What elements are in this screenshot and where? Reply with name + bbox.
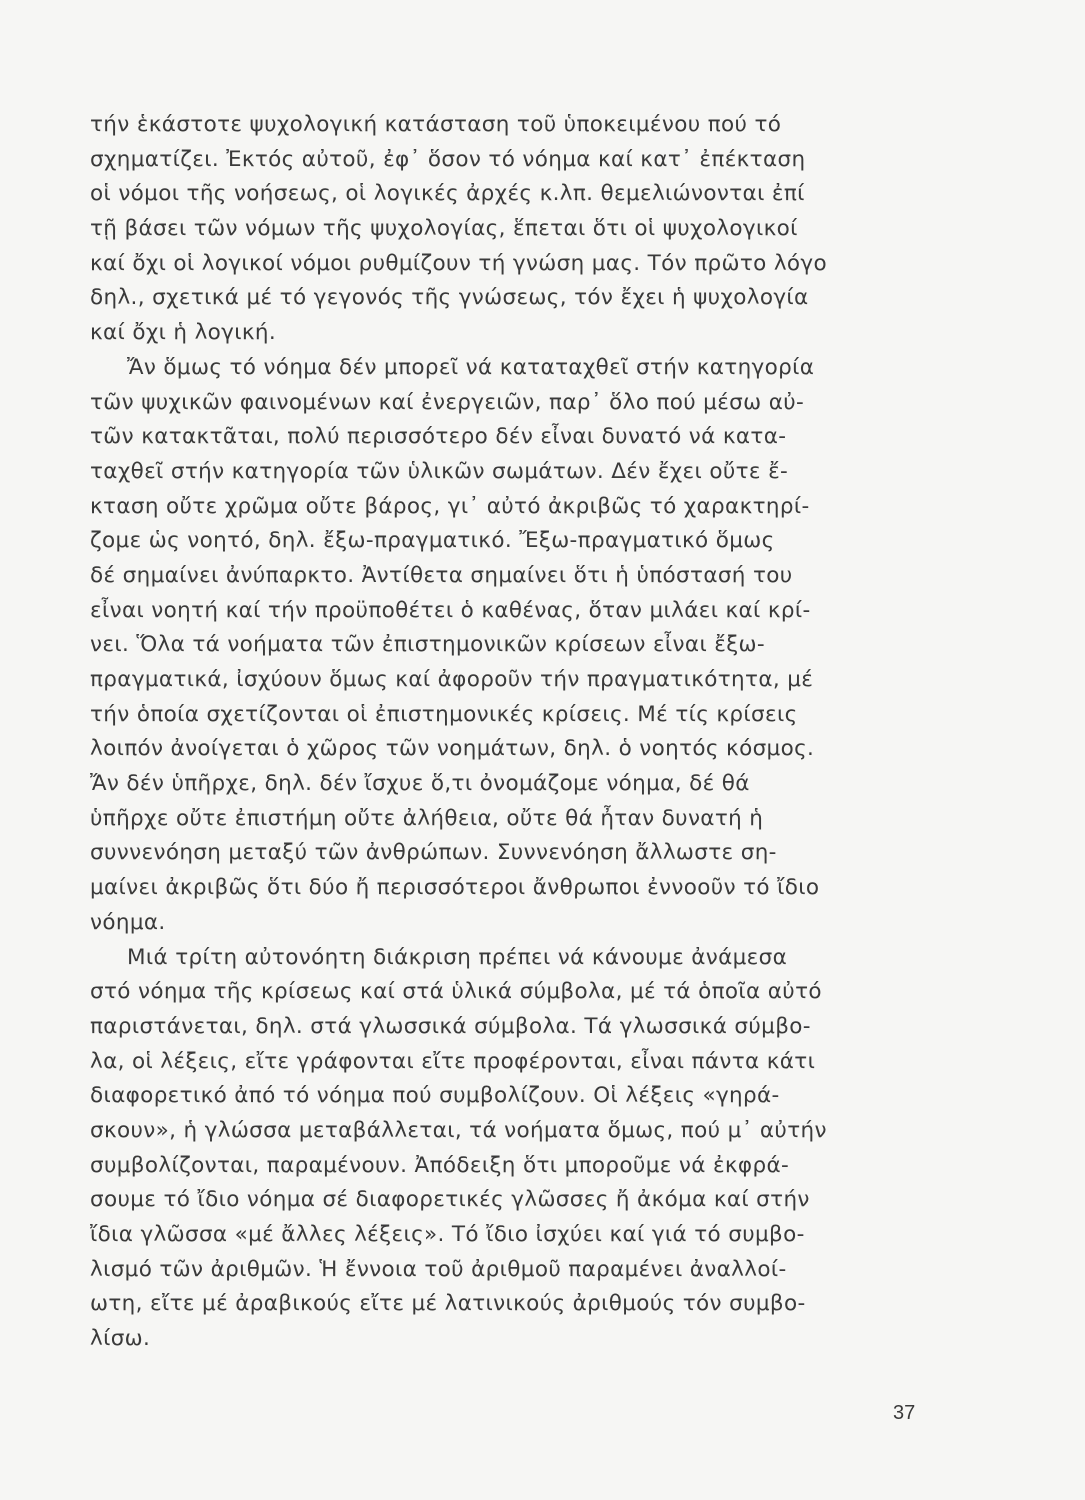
text-line: τῇ βάσει τῶν νόμων τῆς ψυχολογίας, ἕπεται ὅτι οἱ ψυχολογικοί <box>90 216 798 242</box>
text-line: ζομε ὡς νοητό, δηλ. ἔξω-πραγματικό. Ἔξω-πραγματικό ὅμως <box>90 528 775 554</box>
text-line: ὑπῆρχε οὔτε ἐπιστήμη οὔτε ἀλήθεια, οὔτε θά ἦταν δυνατή ἡ <box>90 805 764 831</box>
text-line: κταση οὔτε χρῶμα οὔτε βάρος, γι᾽ αὐτό ἀκριβῶς τό χαρακτηρί- <box>90 493 810 519</box>
text-line: λισμό τῶν ἀριθμῶν. Ἡ ἔννοια τοῦ ἀριθμοῦ παραμένει ἀναλλοί- <box>90 1256 787 1282</box>
text-line: τῶν ψυχικῶν φαινομένων καί ἐνεργειῶν, παρ᾽ ὅλο πού μέσω αὐ- <box>90 389 805 415</box>
text-line: ωτη, εἴτε μέ ἀραβικούς εἴτε μέ λατινικούς ἀριθμούς τόν συμβο- <box>90 1291 806 1317</box>
text-line: παριστάνεται, δηλ. στά γλωσσικά σύμβολα. Τά γλωσσικά σύμβο- <box>90 1013 811 1039</box>
paragraph-start-line: Μιά τρίτη αὐτονόητη διάκριση πρέπει νά κάνουμε ἀνάμεσα <box>127 944 788 970</box>
text-line: νει. Ὅλα τά νοήματα τῶν ἐπιστημονικῶν κρίσεων εἶναι ἔξω- <box>90 632 766 658</box>
text-line: πραγματικά, ἰσχύουν ὅμως καί ἀφοροῦν τήν πραγματικότητα, μέ <box>90 667 814 692</box>
text-line: καί ὄχι ἡ λογική. <box>90 320 277 346</box>
text-line: συννενόηση μεταξύ τῶν ἀνθρώπων. Συννενόηση ἄλλωστε ση- <box>90 840 777 866</box>
text-line: τήν ἑκάστοτε ψυχολογική κατάσταση τοῦ ὑποκειμένου πού τό <box>90 112 782 137</box>
text-line: διαφορετικό ἀπό τό νόημα πού συμβολίζουν. Οἱ λέξεις «γηρά- <box>90 1083 780 1109</box>
text-line: στό νόημα τῆς κρίσεως καί στά ὑλικά σύμβολα, μέ τά ὁποῖα αὐτό <box>90 979 822 1005</box>
text-line: λίσω. <box>90 1326 151 1352</box>
text-line: εἶναι νοητή καί τήν προϋποθέτει ὁ καθένας, ὅταν μιλάει καί κρί- <box>90 597 811 623</box>
text-line: σχηματίζει. Ἐκτός αὐτοῦ, ἐφ᾽ ὅσον τό νόημα καί κατ᾽ ἐπέκταση <box>90 146 806 172</box>
text-line: λα, οἱ λέξεις, εἴτε γράφονται εἴτε προφέρονται, εἶναι πάντα κάτι <box>90 1048 816 1074</box>
text-line: ταχθεῖ στήν κατηγορία τῶν ὑλικῶν σωμάτων. Δέν ἔχει οὔτε ἔ- <box>90 458 789 484</box>
text-line: τήν ὁποία σχετίζονται οἱ ἐπιστημονικές κρίσεις. Μέ τίς κρίσεις <box>90 701 798 727</box>
page-number: 37 <box>893 1402 916 1424</box>
text-line: δέ σημαίνει ἀνύπαρκτο. Ἀντίθετα σημαίνει ὅτι ἡ ὑπόστασή του <box>90 562 793 588</box>
text-line: νόημα. <box>90 909 166 935</box>
text-line: λοιπόν ἀνοίγεται ὁ χῶρος τῶν νοημάτων, δηλ. ὁ νοητός κόσμος. <box>90 736 815 762</box>
text-line: οἱ νόμοι τῆς νοήσεως, οἱ λογικές ἀρχές κ.λπ. θεμελιώνονται ἐπί <box>90 181 805 207</box>
text-line: συμβολίζονται, παραμένουν. Ἀπόδειξη ὅτι μποροῦμε νά ἐκφρά- <box>90 1152 790 1178</box>
text-line: σκουν», ἡ γλώσσα μεταβάλλεται, τά νοήματα ὅμως, πού μ᾽ αὐτήν <box>90 1117 827 1143</box>
text-line: σουμε τό ἴδιο νόημα σέ διαφορετικές γλῶσσες ἤ ἀκόμα καί στήν <box>90 1187 810 1213</box>
paragraph-start-line: Ἄν ὅμως τό νόημα δέν μπορεῖ νά καταταχθεῖ στήν κατηγορία <box>127 354 815 380</box>
text-line: καί ὄχι οἱ λογικοί νόμοι ρυθμίζουν τή γνώση μας. Τόν πρῶτο λόγο <box>90 250 827 276</box>
text-line: δηλ., σχετικά μέ τό γεγονός τῆς γνώσεως, τόν ἔχει ἡ ψυχολογία <box>90 285 809 311</box>
text-line: ἴδια γλῶσσα «μέ ἄλλες λέξεις». Τό ἴδιο ἰσχύει καί γιά τό συμβο- <box>90 1222 805 1247</box>
text-line: μαίνει ἀκριβῶς ὅτι δύο ἤ περισσότεροι ἄνθρωποι ἐννοοῦν τό ἴδιο <box>90 875 820 901</box>
text-line: Ἄν δέν ὑπῆρχε, δηλ. δέν ἴσχυε ὅ,τι ὀνομάζομε νόημα, δέ θά <box>90 771 750 797</box>
text-line: τῶν κατακτᾶται, πολύ περισσότερο δέν εἶναι δυνατό νά κατα- <box>90 424 787 450</box>
body-text <box>90 108 910 1357</box>
